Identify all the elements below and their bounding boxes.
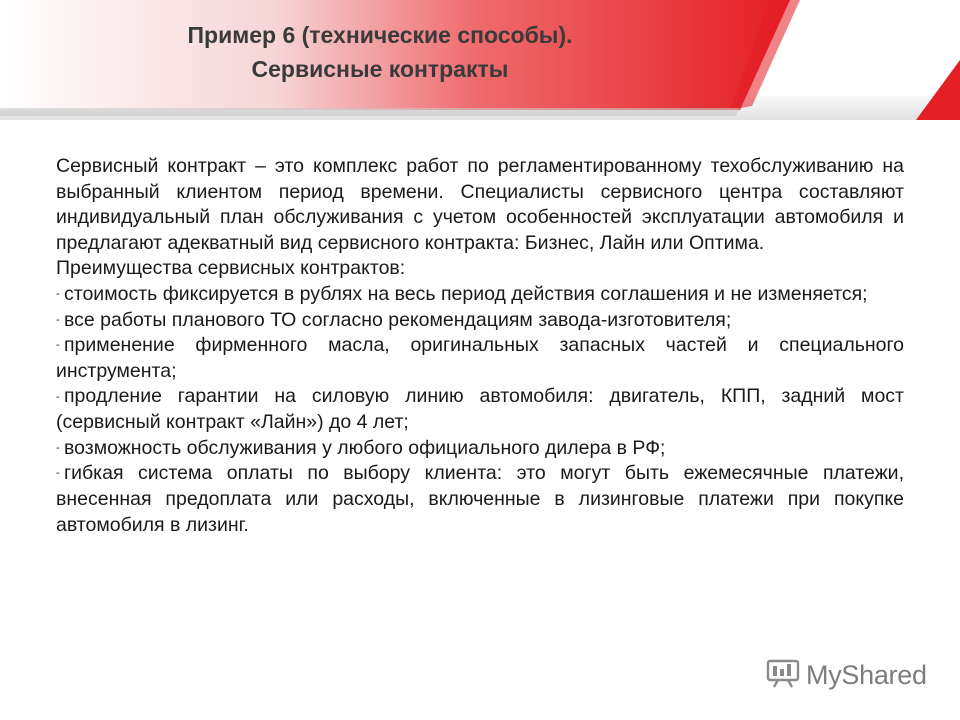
bullet-dash: - — [56, 441, 60, 454]
advantages-heading: Преимущества сервисных контрактов: — [56, 257, 406, 280]
list-item — [56, 384, 904, 435]
list-item-text: стоимость фиксируется в рублях на весь период действия соглашения и не изменяется; — [64, 282, 868, 305]
bullet-dash: - — [56, 288, 60, 301]
list-item-text: все работы планового ТО согласно рекомендациям завода-изготовителя; — [64, 308, 732, 331]
myshared-watermark — [766, 658, 927, 692]
list-item — [56, 436, 904, 462]
bullet-dash: - — [56, 339, 60, 352]
slide-body — [56, 154, 904, 538]
list-item-text: возможность обслуживания у любого официального дилера в РФ; — [64, 436, 666, 459]
list-item — [56, 282, 904, 308]
bullet-dash: - — [56, 467, 60, 480]
watermark-text: MyShared — [806, 659, 927, 690]
intro-paragraph: Сервисный контракт – это комплекс работ по регламентированному техобслуживанию на выбранный клиентом период времени. Специалисты сервисного центра составляют индивидуальный план обслуживания с учетом особенностей эксплуатации автомобиля и предлагают адекватный вид сервисного контракта: Бизнес, Лайн или Оптима. — [56, 155, 904, 254]
title-line-1: Пример 6 (технические способы). — [187, 22, 573, 48]
list-item-text: гибкая система оплаты по выбору клиента: это могут быть ежемесячные платежи, внесенная предоплата или расходы, включенные в лизинговые платежи при покупке автомобиля в лизинг. — [56, 462, 904, 536]
list-item — [56, 333, 904, 384]
bullet-dash: - — [56, 390, 60, 403]
bullet-dash: - — [56, 313, 60, 326]
slide-title — [100, 18, 660, 86]
presentation-screen-icon — [766, 658, 800, 693]
list-item-text: продление гарантии на силовую линию автомобиля: двигатель, КПП, задний мост (сервисный контракт «Лайн») до 4 лет; — [56, 385, 904, 434]
list-item — [56, 308, 904, 334]
list-item — [56, 461, 904, 538]
list-item-text: применение фирменного масла, оригинальных запасных частей и специального инструмента; — [56, 334, 904, 382]
title-line-2: Сервисные контракты — [251, 56, 509, 82]
